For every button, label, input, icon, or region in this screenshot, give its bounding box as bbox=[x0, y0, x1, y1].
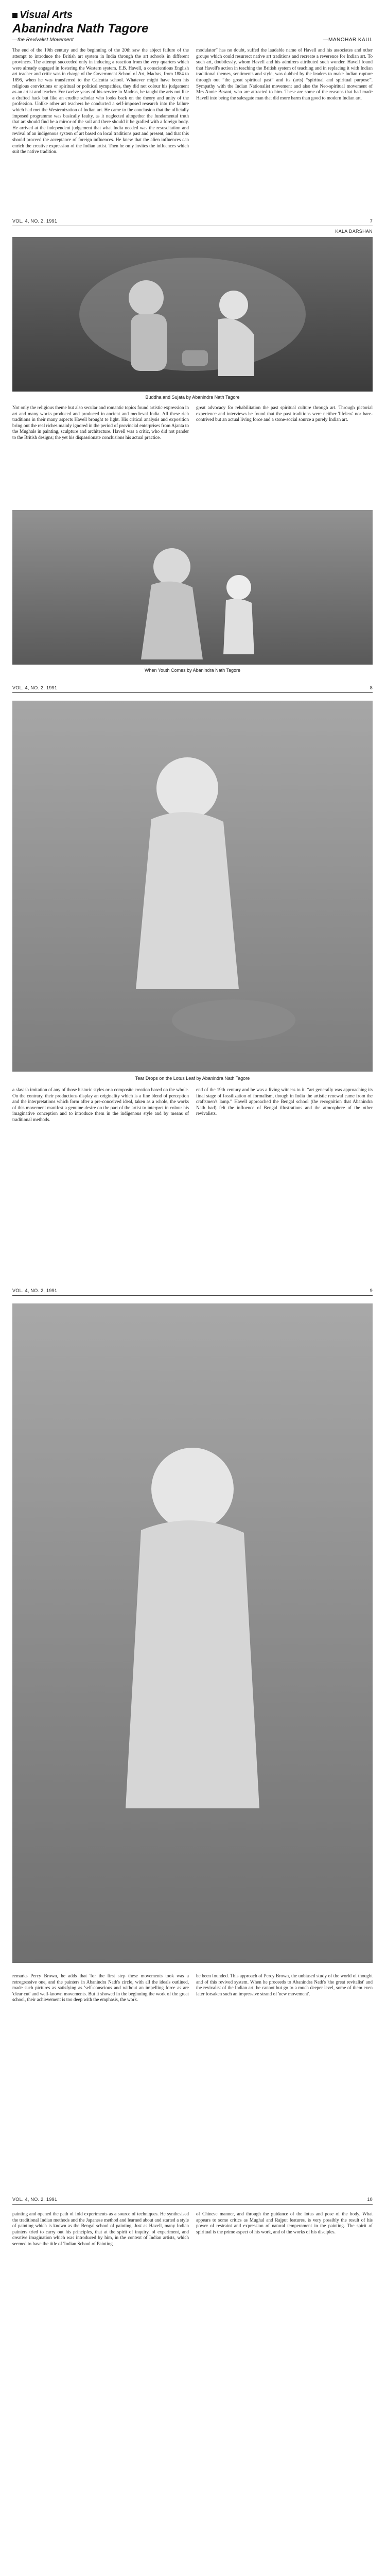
page-1-number: 7 bbox=[370, 218, 373, 224]
page-4-illustration bbox=[12, 1303, 373, 1963]
page-divider bbox=[12, 1295, 373, 1296]
bullet-square-icon bbox=[12, 13, 17, 18]
tear-drops-caption: Tear Drops on the Lotus Leaf by Abanindra Nath Tagore bbox=[135, 1076, 250, 1081]
page-5-column-right: of Chinese manner, and through the guidance of the lotus and pose of the body. What appears to some critics as Mughal and Rajput features, is very possibly the result of his power of restraint and expression of natural temperament in the painting. The spirit of spiritual is the prime aspect of his work, and of the works of his disciples. bbox=[196, 2211, 374, 2234]
page-4-volume: VOL. 4, NO. 2, 1991 bbox=[12, 2197, 58, 2202]
buddha-sujata-caption: Buddha and Sujata by Abanindra Nath Tagore bbox=[145, 395, 240, 400]
page-5-column-left: painting and opened the path of fold experiments as a source of techniques. He synthesised the traditional Indian methods and the Japanese method and learned about and started a style of painting which is known as the Bengal school of painting. Just as Havell, many Indian painters tried to carry out his principles, that at the spirit of inquiry, of experiment, and creative imagination which was introduced by him, in the context of Indian artists, which seemed to have the title of 'Indian School of Painting'. bbox=[12, 2211, 190, 2246]
when-youth-comes-painting bbox=[12, 510, 373, 665]
when-youth-comes-caption: When Youth Comes by Abanindra Nath Tagore bbox=[145, 668, 240, 673]
buddha-sujata-painting bbox=[12, 237, 373, 392]
tear-drops-painting bbox=[12, 701, 373, 1072]
page-divider bbox=[12, 2204, 373, 2205]
page-4-body bbox=[12, 1973, 373, 2190]
page-3-volume: VOL. 4, NO. 2, 1991 bbox=[12, 1288, 58, 1293]
page-2-column-left: Not only the religious theme but also secular and romantic topics found artistic expression in art and many works produced and produced in ancient and medieval India. All these rich traditions in their many aspects Havell brought to light. His critical analysis and exposition bring out the real riches mainly ignored in the period of provincial enterprises from Ajanta to the Mughals in painting, sculpture and architecture. Havell was a critic, who did not pander to the British designs; the yet his dispassionate conclusions his actual practice. bbox=[12, 405, 190, 440]
page-3-column-left: a slavish imitation of any of those historic styles or a composite creation based on the whole. On the contrary, their productions display an originality which is a fine blend of perception and the interpretations which form after a pre-conceived ideal, taken as a whole, the works of this movement manifest a genuine desire on the part of the artist to interpret in colour his imaginative conception and to introduce them in the indigenous style and by means of traditional methods. bbox=[12, 1087, 190, 1122]
page-4-column-right: be been founded. This approach of Percy Brown, the unbiased study of the world of thought and of this revived system. When he proceeds to Abanindra Nath's 'the great revitalist' and the revivalist of the Indian art, he cannot but go to a much deeper level, some of them even later forsaken such an impressive strand of 'new movement'. bbox=[196, 1973, 374, 1996]
page-1-column-right: modulator” has no doubt, suffed the laudable name of Havell and his associates and other groups which could resurrect native art traditions and recreate a reverence for Indian art. To such art, doubtlessly, whom Havell and his admirers attributed such wonder. Havell found that Havell's action in teaching the British system of teaching and in replacing it with Indian traditional themes, sentiments and style, was dubbed by the leaders to make Indian rupture through out “the great spiritual past” and its (arts) “spiritual and spiritual purpose”. Sympathy with the Indian Nationalist movement and also the Neo-spiritual movement of Mrs Annie Besant, who are attracted to him. These are some of the reasons that had made Havell into being the salesgate man that did more harm than good to modern Indian art. bbox=[196, 47, 374, 100]
page-2-number: 8 bbox=[370, 685, 373, 690]
page-3-column-right: end of the 19th century and he was a living witness to it. “art generally was approaching its final stage of fossilization of formalism, though in India the artistic renewal came from the craftsmen's lamp.” Havell approached the Bengal school (the recognition that Abanindra Nath had) felt the influence of Bengal illustrations and the atmosphere of the other revivalists. bbox=[196, 1087, 374, 1116]
article-title: Abanindra Nath Tagore bbox=[12, 22, 149, 36]
series-label bbox=[12, 9, 73, 21]
author-byline: —MANOHAR KAUL bbox=[323, 37, 373, 43]
page-4-column-left: remarks Percy Brown, he adds that 'for the first step these movements took was a retrogressive one, and the painters in Abanindra Nath's circle, with all the ideals outlined, made such pictures as satisfying as 'self-conscious and without an impelling force as are 'clear cut' and well-known movements. But it showed in the beginning the work of the great school, their achievement is too deep with the emphasis, the work. bbox=[12, 1973, 190, 2003]
series-text: Visual Arts bbox=[20, 9, 73, 21]
tear-drops-illustration bbox=[12, 701, 373, 1072]
page-divider bbox=[12, 692, 373, 693]
page-1-column-left: The end of the 19th century and the beginning of the 20th saw the abject failure of the attempt to introduce the British art system in India through the art schools in different provinces. The attempt succeeded only in inducing a reaction from the very quarters which were already engaged in fostering the Western system. E.B. Havell, a conscientious English art teacher and critic was in charge of the Government School of Art, Madras, from 1884 to 1896, when he was transferred to the Calcutta school. Whatever might have been his religious convictions or spiritual or political sympathies, they did not colour his judgement as an artist and teacher. For twelve years of his service in Madras, he taught the arts not like a drafted hack but like an erudite scholar who looks back on the theory and unity of the profession. Unlike other art teachers he conducted a self-imposed research into the failure which had met the Westernization of Indian art. He came to the conclusion that the officially imposed programme was basically faulty, as it neglected altogether the fundamental truth that art should find be a mirror of the soil and there should it be grafted with a foreign body. He arrived at the independent judgement that what India needed was the resuscitation and revival of an indigenous system of art based on local traditions past and present, and that this should proceed the acceptance of foreign influences. He knew that the alien influences can enrich the creative expression of the Indian artist. Then he only invites the influences which suit the native tradition. bbox=[12, 47, 190, 155]
page-4-number: 10 bbox=[367, 2197, 373, 2202]
when-youth-comes-illustration bbox=[12, 510, 373, 665]
article-subtitle: —the Revivalist Movement bbox=[12, 37, 74, 43]
page-1-volume: VOL. 4, NO. 2, 1991 bbox=[12, 218, 58, 224]
page-2-column-right: great advocacy for rehabilitation the past spiritual culture through art. Through pictorial experience and interviews he found that the past traditions were neither 'lifeless' nor bare-contrived but an actual living force and a stone-social source a purely Indian art. bbox=[196, 405, 374, 422]
page-3-body bbox=[12, 1087, 373, 1283]
page-3-number: 9 bbox=[370, 1288, 373, 1293]
page-4-painting bbox=[12, 1303, 373, 1963]
page-2-body bbox=[12, 405, 373, 502]
page-2-volume: VOL. 4, NO. 2, 1991 bbox=[12, 685, 58, 690]
buddha-sujata-illustration bbox=[12, 237, 373, 392]
page-1-body bbox=[12, 47, 373, 213]
page-5-body bbox=[12, 2211, 373, 2576]
